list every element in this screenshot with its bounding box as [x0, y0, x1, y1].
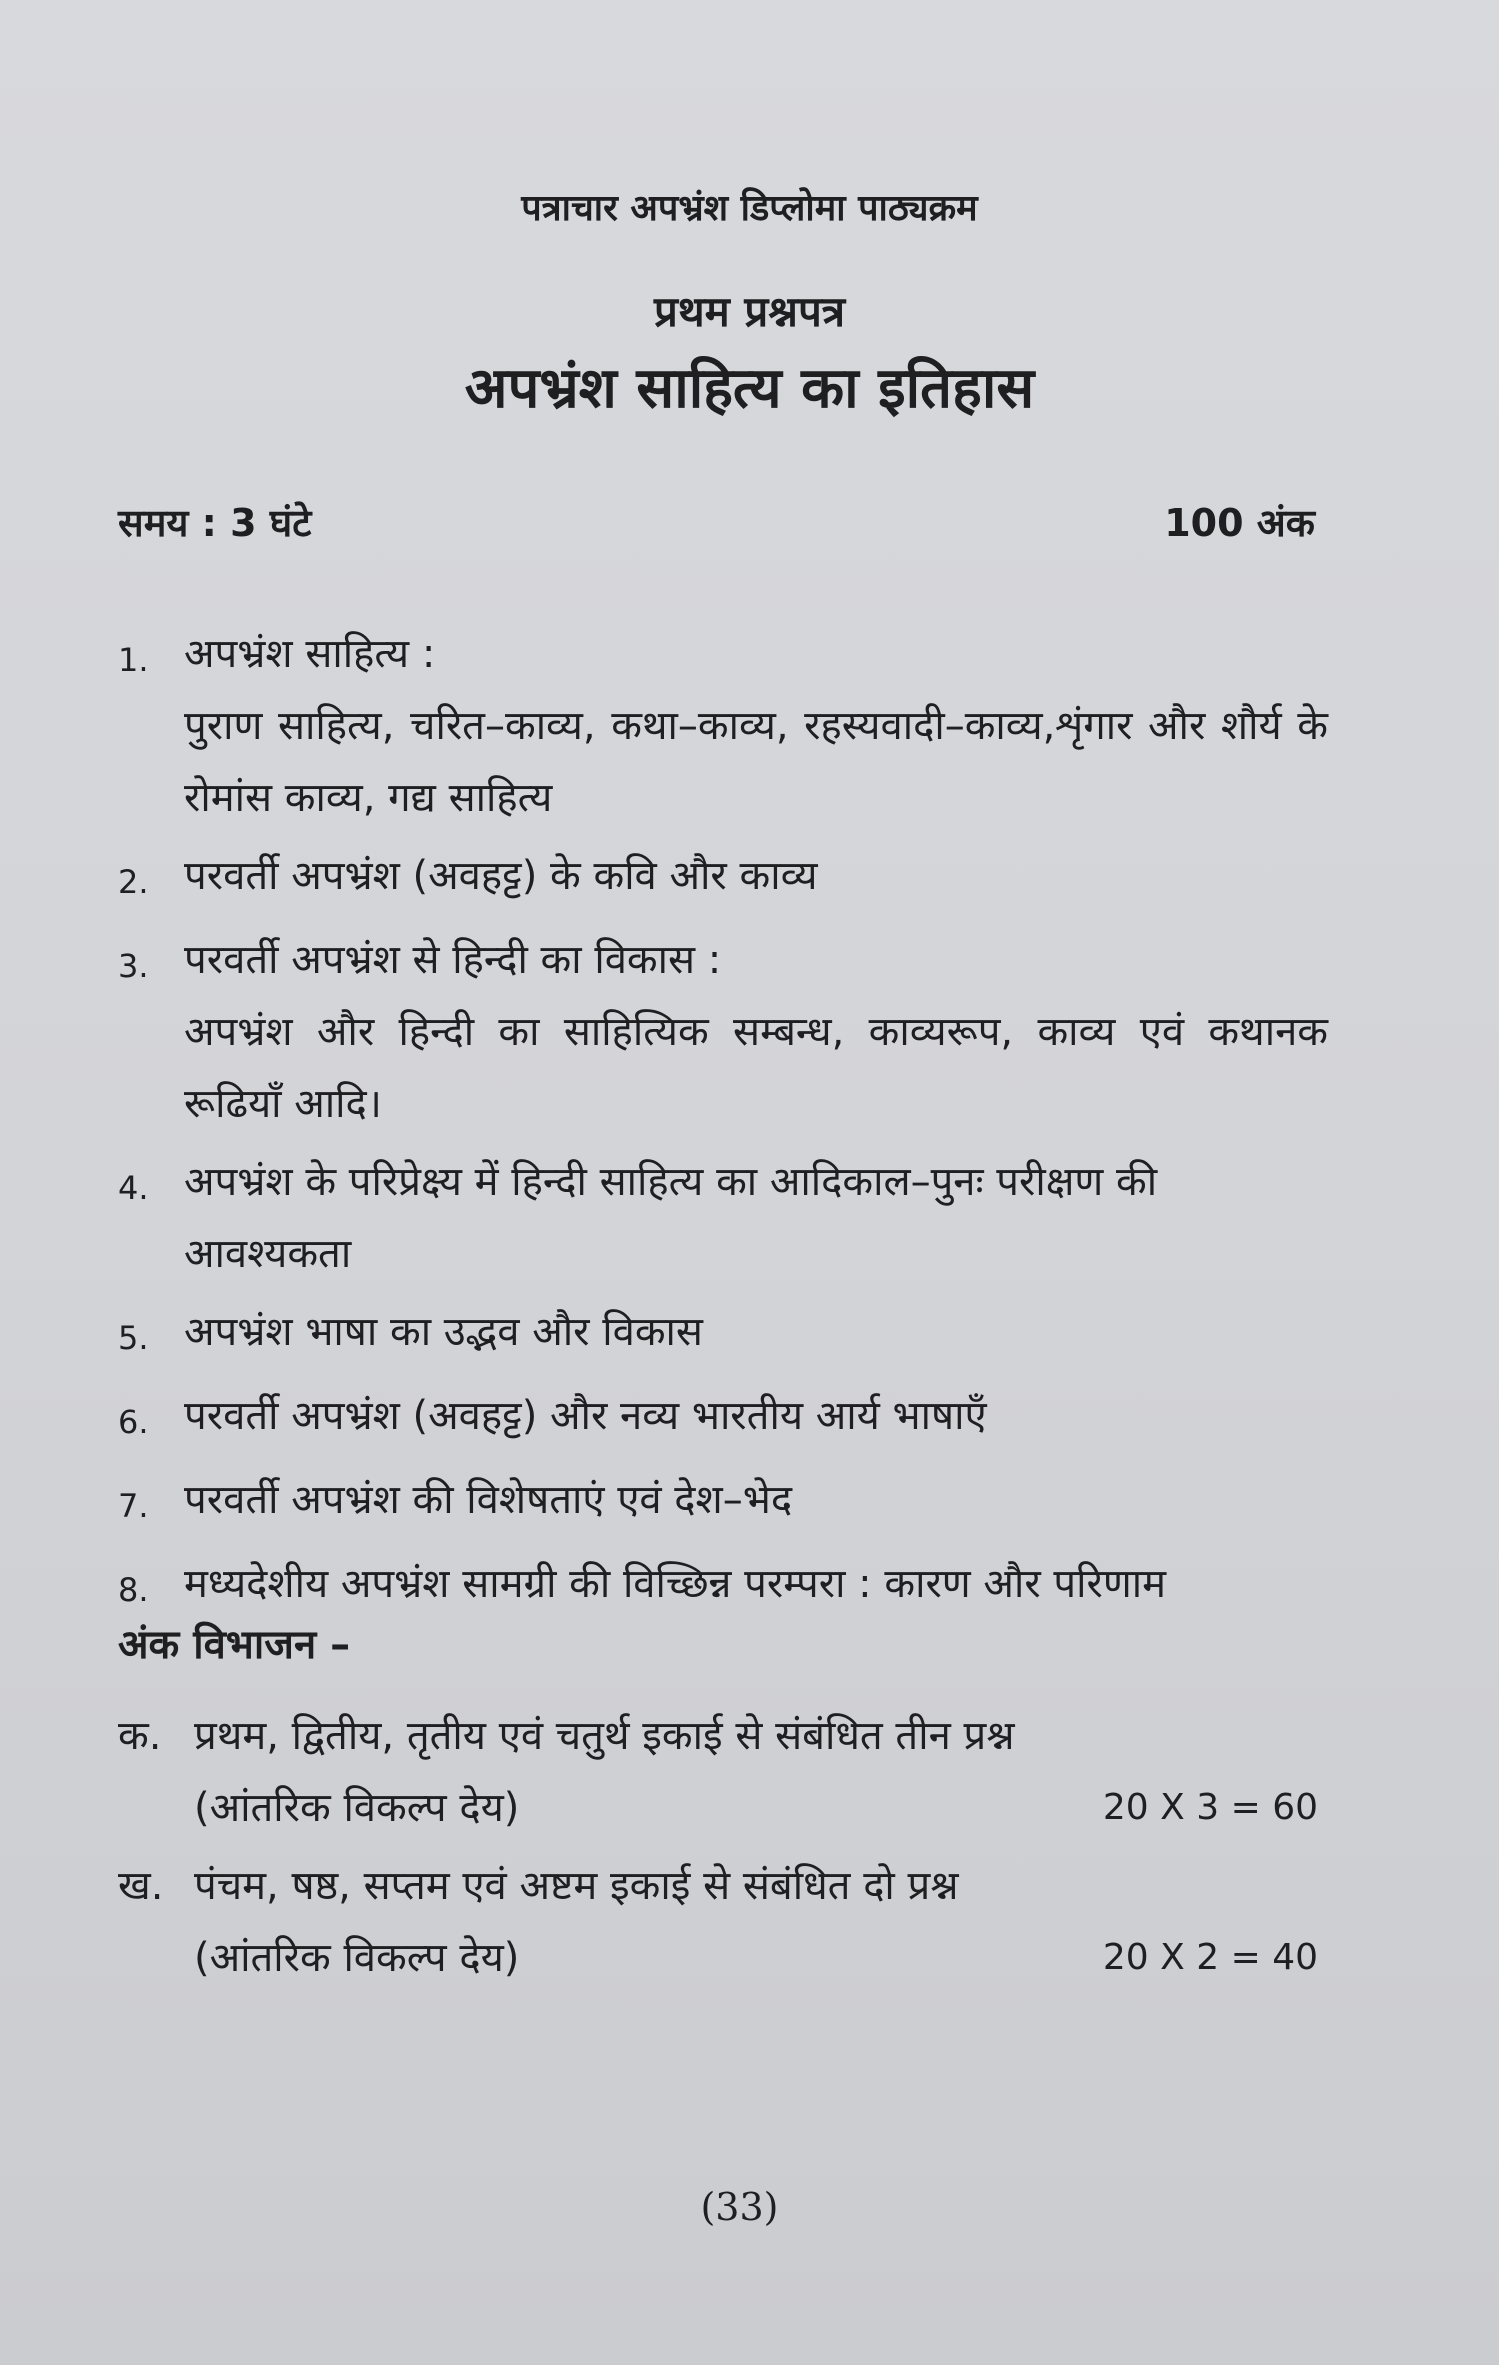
unit-item	[118, 1464, 1328, 1542]
distribution-sub	[194, 1772, 1328, 1844]
distribution-text: प्रथम, द्वितीय, तृतीय एवं चतुर्थ इकाई से संबंधित तीन प्रश्न	[194, 1713, 1015, 1759]
distribution-body	[194, 1700, 1328, 1844]
unit-item	[118, 1296, 1328, 1374]
marks-distribution-heading: अंक विभाजन –	[118, 1622, 351, 1668]
unit-title: अपभ्रंश भाषा का उद्भव और विकास	[184, 1309, 703, 1355]
unit-item	[118, 1380, 1328, 1458]
unit-title: अपभ्रंश के परिप्रेक्ष्य में हिन्दी साहित्य का आदिकाल–पुनः परीक्षण की आवश्यकता	[184, 1159, 1158, 1277]
unit-item	[118, 618, 1328, 834]
exam-marks: 100 अंक	[1164, 501, 1315, 545]
distribution-item	[118, 1700, 1328, 1844]
distribution-item	[118, 1850, 1328, 1994]
unit-title: अपभ्रंश साहित्य :	[184, 631, 436, 677]
unit-item	[118, 840, 1328, 918]
unit-number: 8.	[118, 1571, 149, 1609]
unit-number: 6.	[118, 1403, 149, 1441]
unit-number: 5.	[118, 1319, 149, 1357]
unit-title: मध्यदेशीय अपभ्रंश सामग्री की विच्छिन्न परम्परा : कारण और परिणाम	[184, 1561, 1167, 1607]
distribution-note: (आंतरिक विकल्प देय)	[194, 1785, 520, 1831]
unit-body	[184, 618, 1328, 834]
distribution-marks: 20 X 3 = 60	[1102, 1787, 1318, 1828]
distribution-sub	[194, 1922, 1328, 1994]
units-list	[118, 618, 1328, 1632]
unit-detail: पुराण साहित्य, चरित–काव्य, कथा–काव्य, रहस्यवादी–काव्य,शृंगार और शौर्य के रोमांस काव्य, गद्य साहित्य	[184, 703, 1328, 821]
unit-body	[184, 924, 1328, 1140]
distribution-note: (आंतरिक विकल्प देय)	[194, 1935, 520, 1981]
unit-title: परवर्ती अपभ्रंश (अवहट्ट) के कवि और काव्य	[184, 853, 818, 899]
unit-body	[184, 1380, 1328, 1458]
unit-body	[184, 1146, 1328, 1290]
unit-item	[118, 924, 1328, 1140]
unit-number: 1.	[118, 641, 149, 679]
unit-number: 4.	[118, 1169, 149, 1207]
distribution-letter: ख.	[118, 1863, 164, 1909]
marks-distribution-list	[118, 1700, 1328, 2000]
page-title: अपभ्रंश साहित्य का इतिहास	[464, 356, 1035, 421]
course-heading: पत्राचार अपभ्रंश डिप्लोमा पाठ्यक्रम	[521, 188, 978, 229]
unit-body	[184, 1548, 1328, 1626]
unit-number: 3.	[118, 947, 149, 985]
page-number: (33)	[700, 2185, 779, 2229]
paper-heading: प्रथम प्रश्नपत्र	[653, 287, 846, 336]
distribution-letter: क.	[118, 1713, 162, 1759]
unit-body	[184, 1464, 1328, 1542]
unit-title: परवर्ती अपभ्रंश (अवहट्ट) और नव्य भारतीय आर्य भाषाएँ	[184, 1393, 987, 1439]
unit-body	[184, 840, 1328, 918]
unit-item	[118, 1146, 1328, 1290]
exam-time: समय : 3 घंटे	[118, 501, 312, 545]
distribution-text: पंचम, षष्ठ, सप्तम एवं अष्टम इकाई से संबंधित दो प्रश्न	[194, 1863, 959, 1909]
unit-body	[184, 1296, 1328, 1374]
unit-title: परवर्ती अपभ्रंश की विशेषताएं एवं देश–भेद	[184, 1477, 793, 1523]
unit-number: 2.	[118, 863, 149, 901]
unit-title: परवर्ती अपभ्रंश से हिन्दी का विकास :	[184, 937, 722, 983]
unit-detail: अपभ्रंश और हिन्दी का साहित्यिक सम्बन्ध, काव्यरूप, काव्य एवं कथानक रूढियाँ आदि।	[184, 1009, 1328, 1127]
distribution-body	[194, 1850, 1328, 1994]
distribution-marks: 20 X 2 = 40	[1102, 1937, 1318, 1978]
unit-number: 7.	[118, 1487, 149, 1525]
